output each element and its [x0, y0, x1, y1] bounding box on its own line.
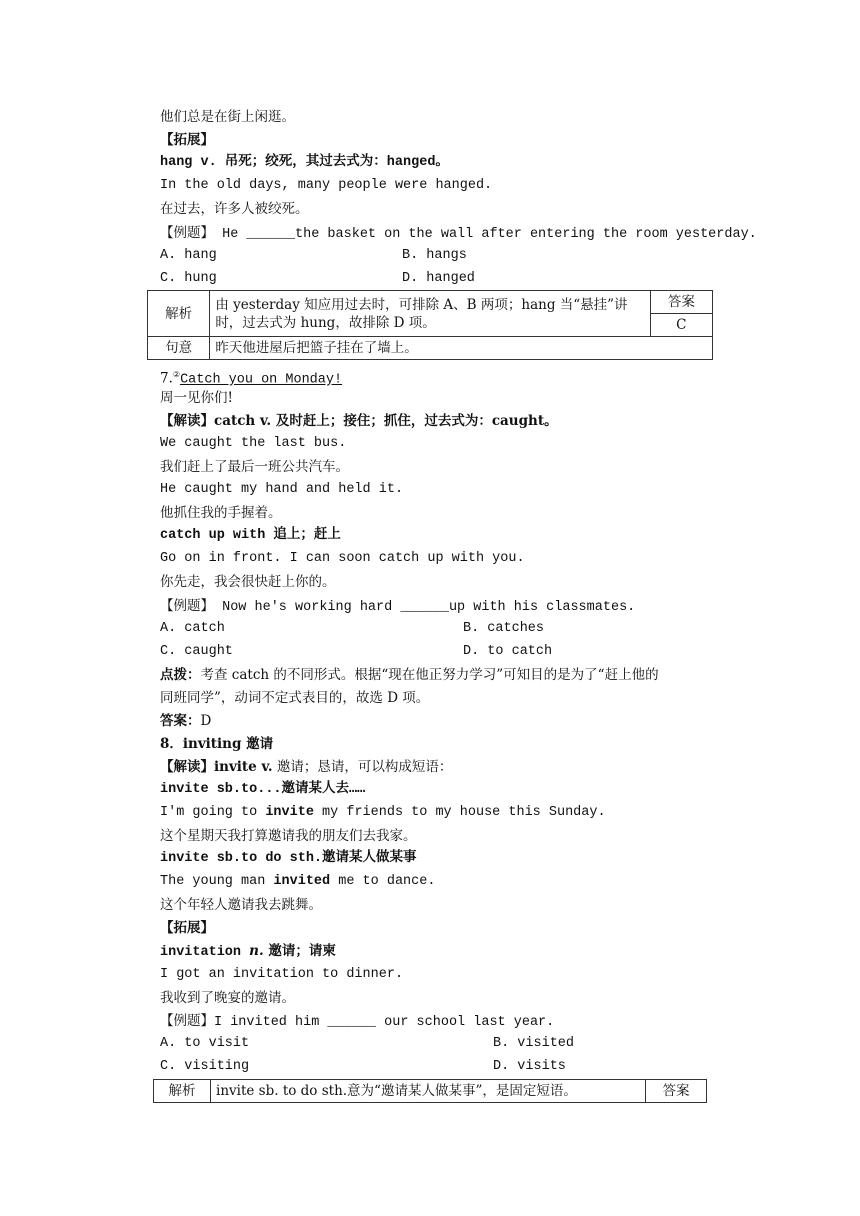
exercise-text: I invited him ______ our school last year. — [214, 1015, 555, 1030]
phrase-entry: invite sb.to...邀请某人去…… — [160, 782, 366, 797]
option-b: B. catches — [463, 621, 545, 636]
answer-value: C — [650, 314, 712, 337]
vocab-entry: 【解读】invite v. 邀请；恳请，可以构成短语： — [160, 759, 453, 775]
section-heading: 【拓展】 — [160, 132, 214, 148]
example-sentence: He caught my hand and held it. — [160, 482, 404, 497]
analysis-text: 由 yesterday 知应用过去时，可排除 A、B 两项；hang 当“悬挂”讲时，过去式为 hung，故排除 D 项。 — [210, 291, 650, 337]
option-a: A. to visit — [160, 1036, 250, 1051]
translation-line: 他们总是在街上闲逛。 — [160, 109, 295, 125]
option-b: B. hangs — [402, 248, 467, 263]
option-d: D. to catch — [463, 644, 553, 659]
option-b: B. visited — [493, 1036, 575, 1051]
option-d: D. visits — [493, 1059, 566, 1074]
translation-line: 在过去，许多人被绞死。 — [160, 201, 309, 217]
translation-line: 这个年轻人邀请我去跳舞。 — [160, 897, 322, 913]
translation-line: 周一见你们! — [160, 390, 233, 406]
answer-table — [153, 1079, 707, 1103]
exercise-label: 【例题】 — [160, 598, 214, 614]
option-a: A. catch — [160, 621, 225, 636]
answer-label: 答案 — [646, 1080, 707, 1103]
example-sentence: We caught the last bus. — [160, 436, 347, 451]
option-c: C. caught — [160, 644, 233, 659]
option-c: C. visiting — [160, 1059, 250, 1074]
hint-line: 同班同学”，动词不定式表目的，故选 D 项。 — [160, 690, 430, 706]
example-sentence: In the old days, many people were hanged. — [160, 178, 493, 193]
example-sentence: I'm going to invite my friends to my house this Sunday. — [160, 805, 606, 820]
answer-table — [147, 290, 713, 360]
section-heading: 【拓展】 — [160, 920, 214, 936]
answer-line — [160, 712, 211, 730]
phrase-entry: invite sb.to do sth.邀请某人做某事 — [160, 851, 417, 866]
hint-label: 点拨： — [160, 667, 201, 683]
answer-value: D — [200, 713, 212, 729]
vocab-entry: 【解读】catch v. 及时赶上；接住；抓住，过去式为：caught。 — [160, 413, 558, 429]
answer-label: 答案： — [160, 713, 201, 729]
exercise-question — [160, 1012, 554, 1032]
translation-line: 这个星期天我打算邀请我的朋友们去我家。 — [160, 828, 417, 844]
exercise-text: He ______the basket on the wall after entering the room yesterday. — [214, 227, 757, 242]
translation-line: 你先走，我会很快赶上你的。 — [160, 574, 336, 590]
analysis-label: 解析 — [148, 291, 210, 337]
answer-label: 答案 — [650, 291, 712, 314]
translation-line: 我们赶上了最后一班公共汽车。 — [160, 459, 349, 475]
exercise-question — [160, 224, 757, 244]
item-heading: 7.②Catch you on Monday! — [160, 370, 343, 388]
example-sentence: I got an invitation to dinner. — [160, 967, 404, 982]
phrase-entry: catch up with 追上；赶上 — [160, 528, 341, 543]
vocab-entry: hang v. 吊死；绞死，其过去式为：hanged。 — [160, 155, 449, 170]
hint-line — [160, 666, 659, 684]
example-sentence: The young man invited me to dance. — [160, 874, 436, 889]
option-a: A. hang — [160, 248, 217, 263]
example-sentence: Go on in front. I can soon catch up with you. — [160, 551, 525, 566]
meaning-text: 昨天他进屋后把篮子挂在了墙上。 — [210, 337, 713, 360]
analysis-label: 解析 — [154, 1080, 211, 1103]
exercise-question — [160, 597, 635, 617]
translation-line: 他抓住我的手握着。 — [160, 505, 282, 521]
option-c: C. hung — [160, 271, 217, 286]
item-heading: 8．inviting 邀请 — [160, 736, 274, 752]
translation-line: 我收到了晚宴的邀请。 — [160, 990, 295, 1006]
vocab-entry: invitation n. 邀请；请柬 — [160, 943, 336, 960]
option-d: D. hanged — [402, 271, 475, 286]
hint-text: 考查 catch 的不同形式。根据“现在他正努力学习”可知目的是为了“赶上他的 — [200, 667, 659, 683]
analysis-text: invite sb. to do sth.意为“邀请某人做某事”，是固定短语。 — [211, 1080, 646, 1103]
meaning-label: 句意 — [148, 337, 210, 360]
exercise-text: Now he's working hard ______up with his classmates. — [214, 600, 636, 615]
exercise-label: 【例题】 — [160, 1013, 214, 1029]
exercise-label: 【例题】 — [160, 225, 214, 241]
